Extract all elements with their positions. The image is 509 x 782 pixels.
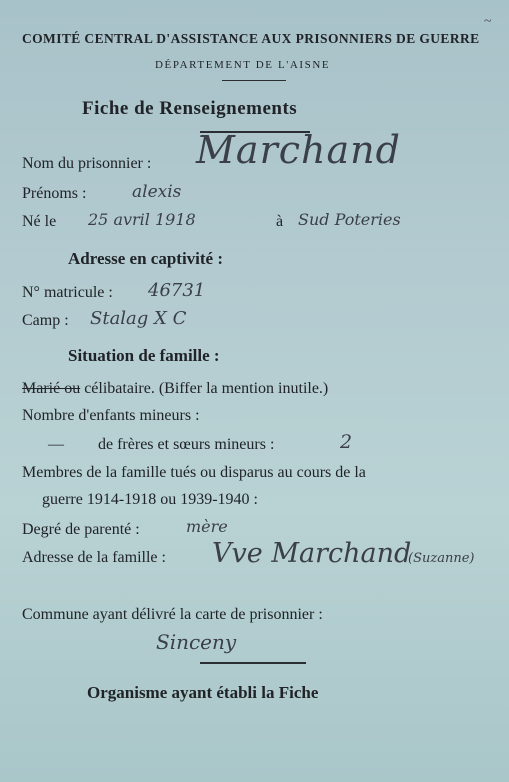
birth-place-value: Sud Poteries [298, 210, 401, 229]
first-names-label: Prénoms : [22, 185, 87, 202]
born-on-label: Né le [22, 213, 57, 230]
commune-underline [200, 662, 306, 664]
minor-children-label: Nombre d'enfants mineurs : [22, 407, 200, 424]
camp-label: Camp : [22, 312, 69, 329]
captivity-address-heading: Adresse en captivité : [68, 249, 224, 268]
relationship-label: Degré de parenté : [22, 521, 140, 538]
married-struck-option: Marié ou [22, 380, 81, 397]
birth-place-label: à [276, 213, 284, 230]
serial-number-label: N° matricule : [22, 284, 113, 301]
marital-status-line [22, 380, 328, 398]
siblings-label: de frères et sœurs mineurs : [98, 436, 275, 453]
family-members-line1: Membres de la famille tués ou disparus au cours de la [22, 464, 366, 481]
birth-date-value: 25 avril 1918 [88, 210, 196, 229]
form-title: Fiche de Renseignements [82, 98, 298, 119]
department-subheader: DÉPARTEMENT DE L'AISNE [155, 59, 331, 71]
prisoner-name-value: Marchand [196, 128, 401, 172]
marital-status-text: célibataire. (Biffer la mention inutile.) [84, 380, 329, 397]
commune-label: Commune ayant délivré la carte de prisonnier : [22, 606, 323, 623]
family-situation-heading: Situation de famille : [68, 346, 220, 365]
family-address-note: (Suzanne) [408, 551, 475, 566]
header-divider [222, 80, 286, 81]
issuing-organization-heading: Organisme ayant établi la Fiche [87, 683, 319, 702]
serial-number-value: 46731 [148, 280, 206, 301]
committee-header: COMITÉ CENTRAL D'ASSISTANCE AUX PRISONNIERS DE GUERRE [22, 31, 480, 46]
siblings-dash: — [48, 436, 64, 453]
family-address-label: Adresse de la famille : [22, 549, 166, 566]
commune-value: Sinceny [156, 630, 237, 654]
siblings-value: 2 [340, 431, 353, 453]
family-address-value: Vve Marchand [212, 538, 412, 569]
prisoner-name-label: Nom du prisonnier : [22, 155, 152, 172]
first-names-value: alexis [132, 182, 182, 202]
family-members-line2: guerre 1914-1918 ou 1939-1940 : [42, 491, 258, 508]
relationship-value: mère [186, 517, 228, 536]
corner-mark-icon: ~ [484, 14, 492, 29]
camp-value: Stalag X C [90, 308, 187, 329]
